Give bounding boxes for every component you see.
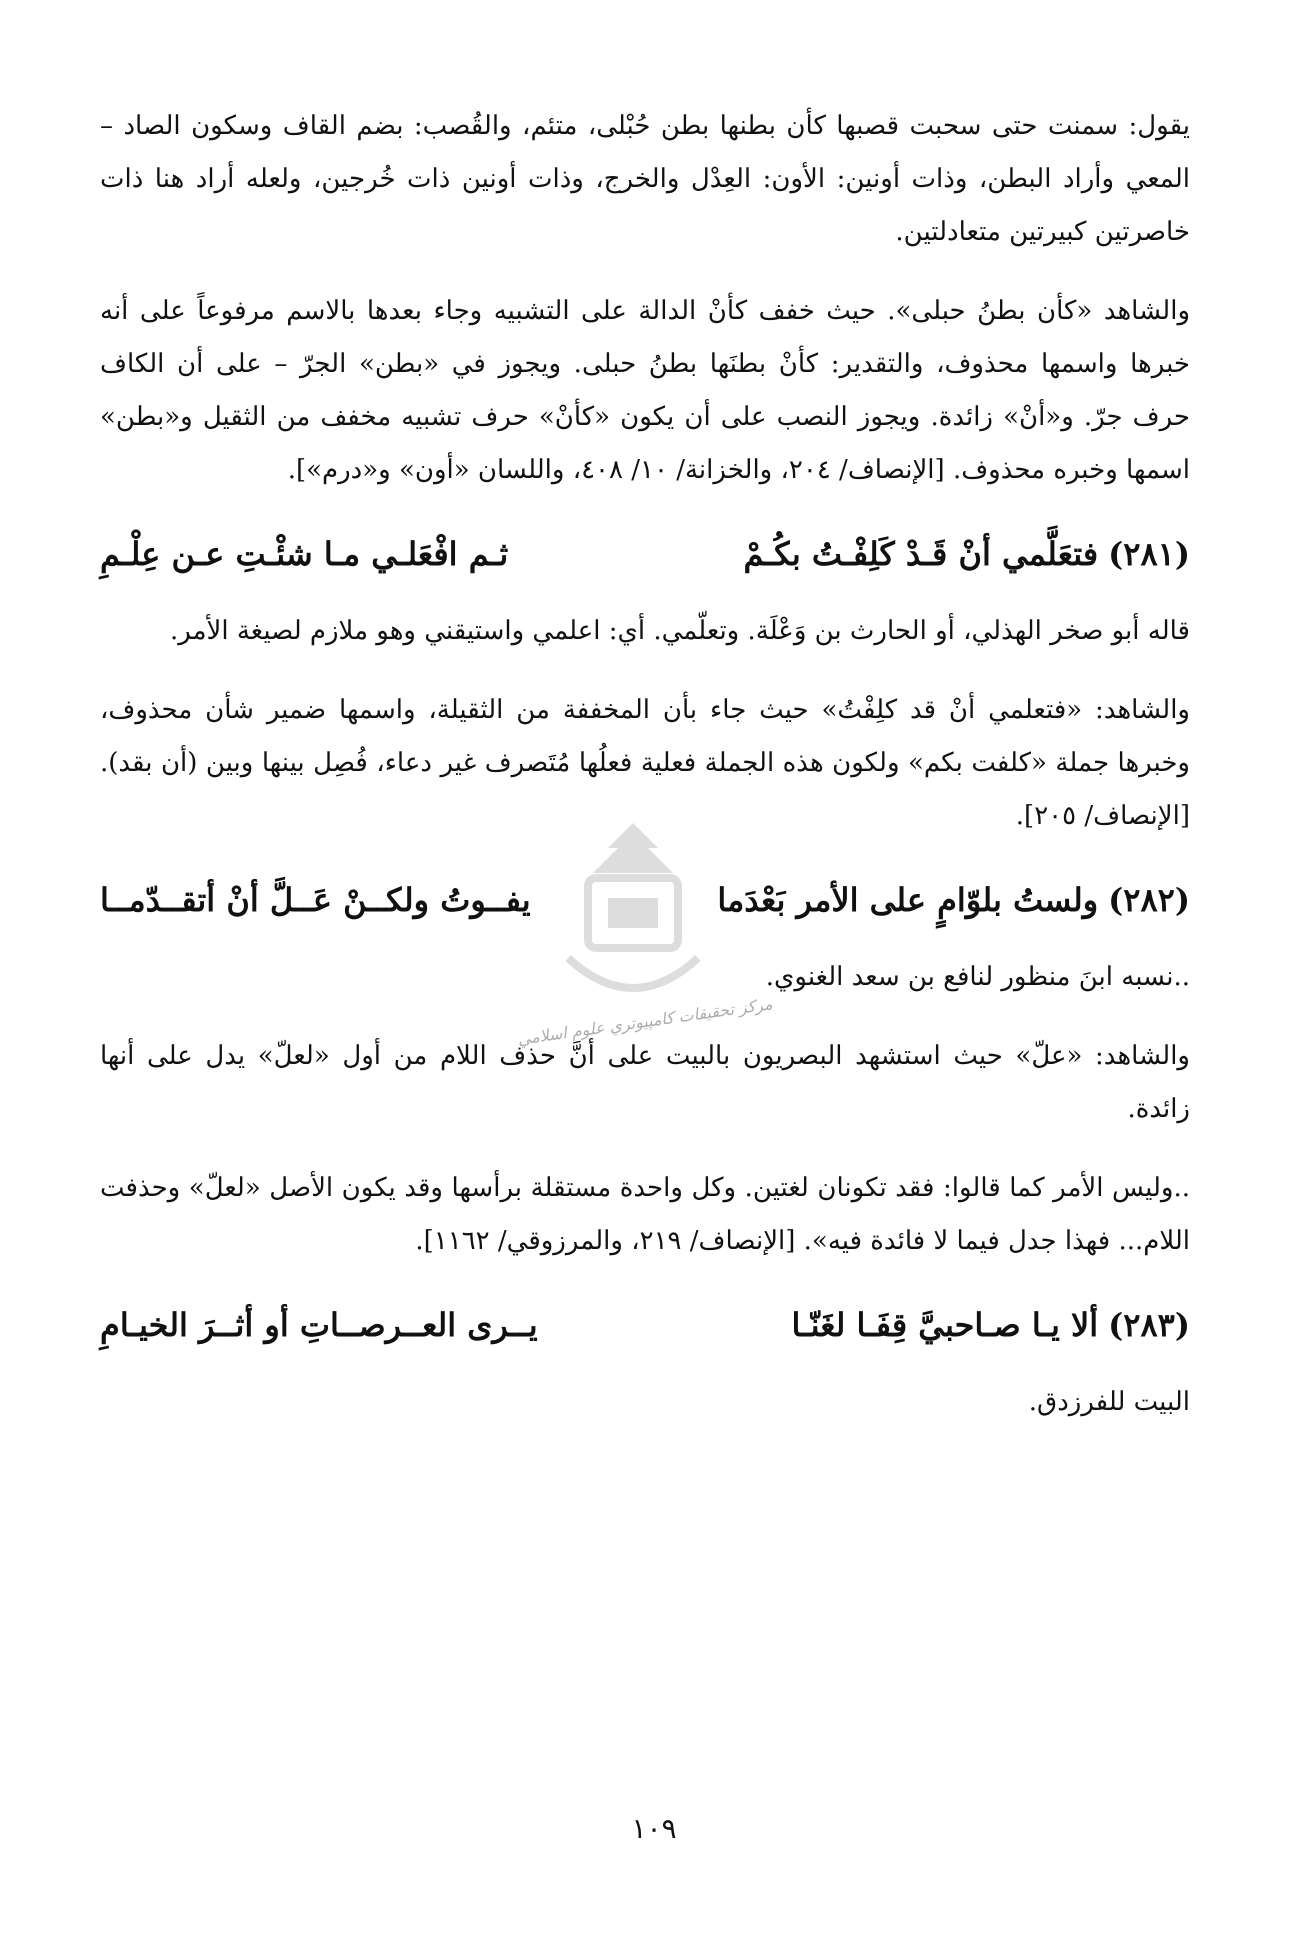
verse-first-hemistich: فتعَلَّمي أنْ قَـدْ كَلِفْـتُ بكُـمْ: [743, 535, 1099, 573]
verse-281: [100, 523, 1190, 585]
page-number: ١٠٩: [631, 1812, 677, 1845]
verse-first-hemistich: ولستُ بلوّامٍ على الأمر بَعْدَما: [717, 881, 1099, 919]
paragraph-8: البيت للفرزدق.: [1028, 1387, 1190, 1417]
paragraph-1: يقول: سمنت حتى سحبت قصبها كأن بطنها بطن حُبْلى، متئم، والقُصب: بضم القاف وسكون الصاد – المعي وأراد البطن، وذات أونين: الأون: العِدْل والخرج، وذات أونين ذات خُرجين، ولعله أراد هنا ذات خاصرتين كبيرتين متعادلتين.: [100, 111, 1190, 247]
verse-number: (٢٨٣): [1108, 1306, 1190, 1344]
watermark-text: مركز تحقيقات كامپيوتري علوم اسلامي: [516, 994, 774, 1049]
paragraph-3: قاله أبو صخر الهذلي، أو الحارث بن وَعْلَة. وتعلّمي. أي: اعلمي واستيقني وهو ملازم لصيغة الأمر.: [169, 616, 1190, 646]
verse-second-hemistich: ثـم افْعَلـي مـا شئْـتِ عـن عِلْـمِ: [100, 535, 509, 573]
paragraph-4: والشاهد: «فتعلمي أنْ قد كلِفْتُ» حيث جاء بأن المخففة من الثقيلة، واسمها ضمير شأن محذوف، وخبرها جملة «كلفت بكم» ولكون هذه الجملة فعلية فعلُها مُتَصرف غير دعاء، فُصِل بينها وبين (أن بقد). [الإنصاف/ ٢٠٥].: [100, 695, 1190, 831]
page-body: [100, 100, 1190, 1455]
verse-second-hemistich: يفــوتُ ولكــنْ عَــلَّ أنْ أتقــدّمــا: [100, 881, 531, 919]
paragraph-6: والشاهد: «علّ» حيث استشهد البصريون بالبيت على أنَّ حذف اللام من أول «لعلّ» يدل على أنها زائدة.: [100, 1041, 1190, 1124]
paragraph-5: ..نسبه ابنَ منظور لنافع بن سعد الغنوي.: [765, 962, 1190, 992]
paragraph-7: ..وليس الأمر كما قالوا: فقد تكونان لغتين. وكل واحدة مستقلة برأسها وقد يكون الأصل «لعلّ» وحذفت اللام... فهذا جدل فيما لا فائدة فيه». [الإنصاف/ ٢١٩، والمرزوقي/ ١١٦٢].: [100, 1173, 1190, 1256]
verse-second-hemistich: يــرى العــرصــاتِ أو أثــرَ الخيـامِ: [100, 1306, 538, 1344]
verse-number: (٢٨٢): [1108, 881, 1190, 919]
paragraph-2: والشاهد «كأن بطنُ حبلى». حيث خفف كأنْ الدالة على التشبيه وجاء بعدها بالاسم مرفوعاً على أنه خبرها واسمها محذوف، والتقدير: كأنْ بطنَها بطنُ حبلى. ويجوز في «بطن» الجرّ – على أن الكاف حرف جرّ. و«أنْ» زائدة. ويجوز النصب على أن يكون «كأنْ» حرف تشبيه مخفف من الثقيل و«بطن» اسمها وخبره محذوف. [الإنصاف/ ٢٠٤، والخزانة/ ١٠/ ٤٠٨، واللسان «أون» و«درم»].: [100, 296, 1190, 485]
verse-first-hemistich: ألا يـا صـاحبيَّ قِفَـا لغَنّـا: [791, 1306, 1099, 1344]
verse-283: [100, 1294, 1190, 1356]
watermark-seal-icon: [548, 818, 718, 1018]
verse-number: (٢٨١): [1108, 535, 1190, 573]
